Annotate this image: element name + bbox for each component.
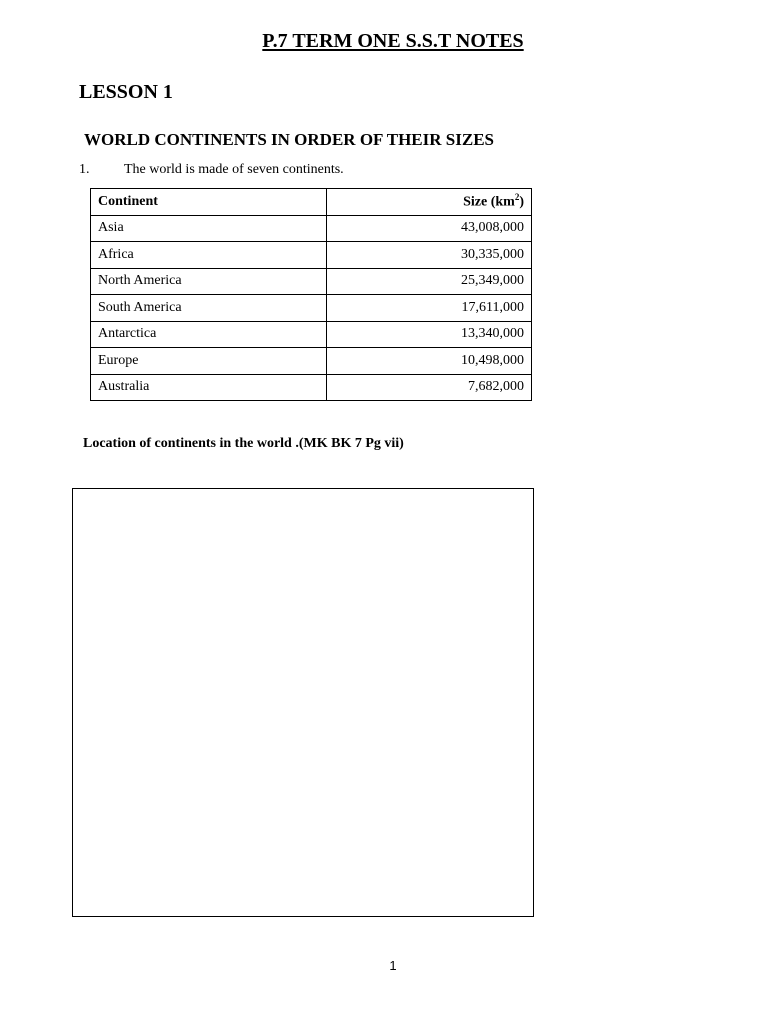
section-heading: WORLD CONTINENTS IN ORDER OF THEIR SIZES [84, 130, 494, 149]
lesson-heading: LESSON 1 [79, 81, 173, 103]
map-placeholder-box [72, 488, 534, 917]
cell-size: 7,682,000 [327, 374, 532, 401]
table-row [91, 215, 532, 242]
table-row [91, 242, 532, 269]
list-number: 1. [79, 162, 90, 177]
cell-size: 17,611,000 [327, 295, 532, 322]
table-row [91, 374, 532, 401]
cell-continent: Europe [91, 348, 327, 375]
list-item-text: The world is made of seven continents. [124, 162, 344, 177]
header-size [327, 189, 532, 216]
cell-size: 25,349,000 [327, 268, 532, 295]
map-caption: Location of continents in the world .(MK BK 7 Pg vii) [83, 436, 404, 451]
table-row [91, 268, 532, 295]
cell-size: 43,008,000 [327, 215, 532, 242]
page-number: 1 [389, 958, 397, 973]
table-row [91, 295, 532, 322]
header-size-close: ) [519, 195, 524, 211]
cell-continent: Antarctica [91, 321, 327, 348]
document-title: P.7 TERM ONE S.S.T NOTES [262, 30, 524, 52]
cell-size: 30,335,000 [327, 242, 532, 269]
header-continent: Continent [91, 189, 327, 216]
cell-continent: North America [91, 268, 327, 295]
cell-continent: Australia [91, 374, 327, 401]
header-size-superscript: 2 [514, 192, 520, 203]
cell-continent: South America [91, 295, 327, 322]
cell-size: 10,498,000 [327, 348, 532, 375]
cell-size: 13,340,000 [327, 321, 532, 348]
table-row [91, 348, 532, 375]
table-row [91, 321, 532, 348]
continents-table [90, 188, 532, 401]
table-header-row [91, 189, 532, 216]
header-size-label: Size (km [463, 195, 515, 211]
cell-continent: Africa [91, 242, 327, 269]
cell-continent: Asia [91, 215, 327, 242]
